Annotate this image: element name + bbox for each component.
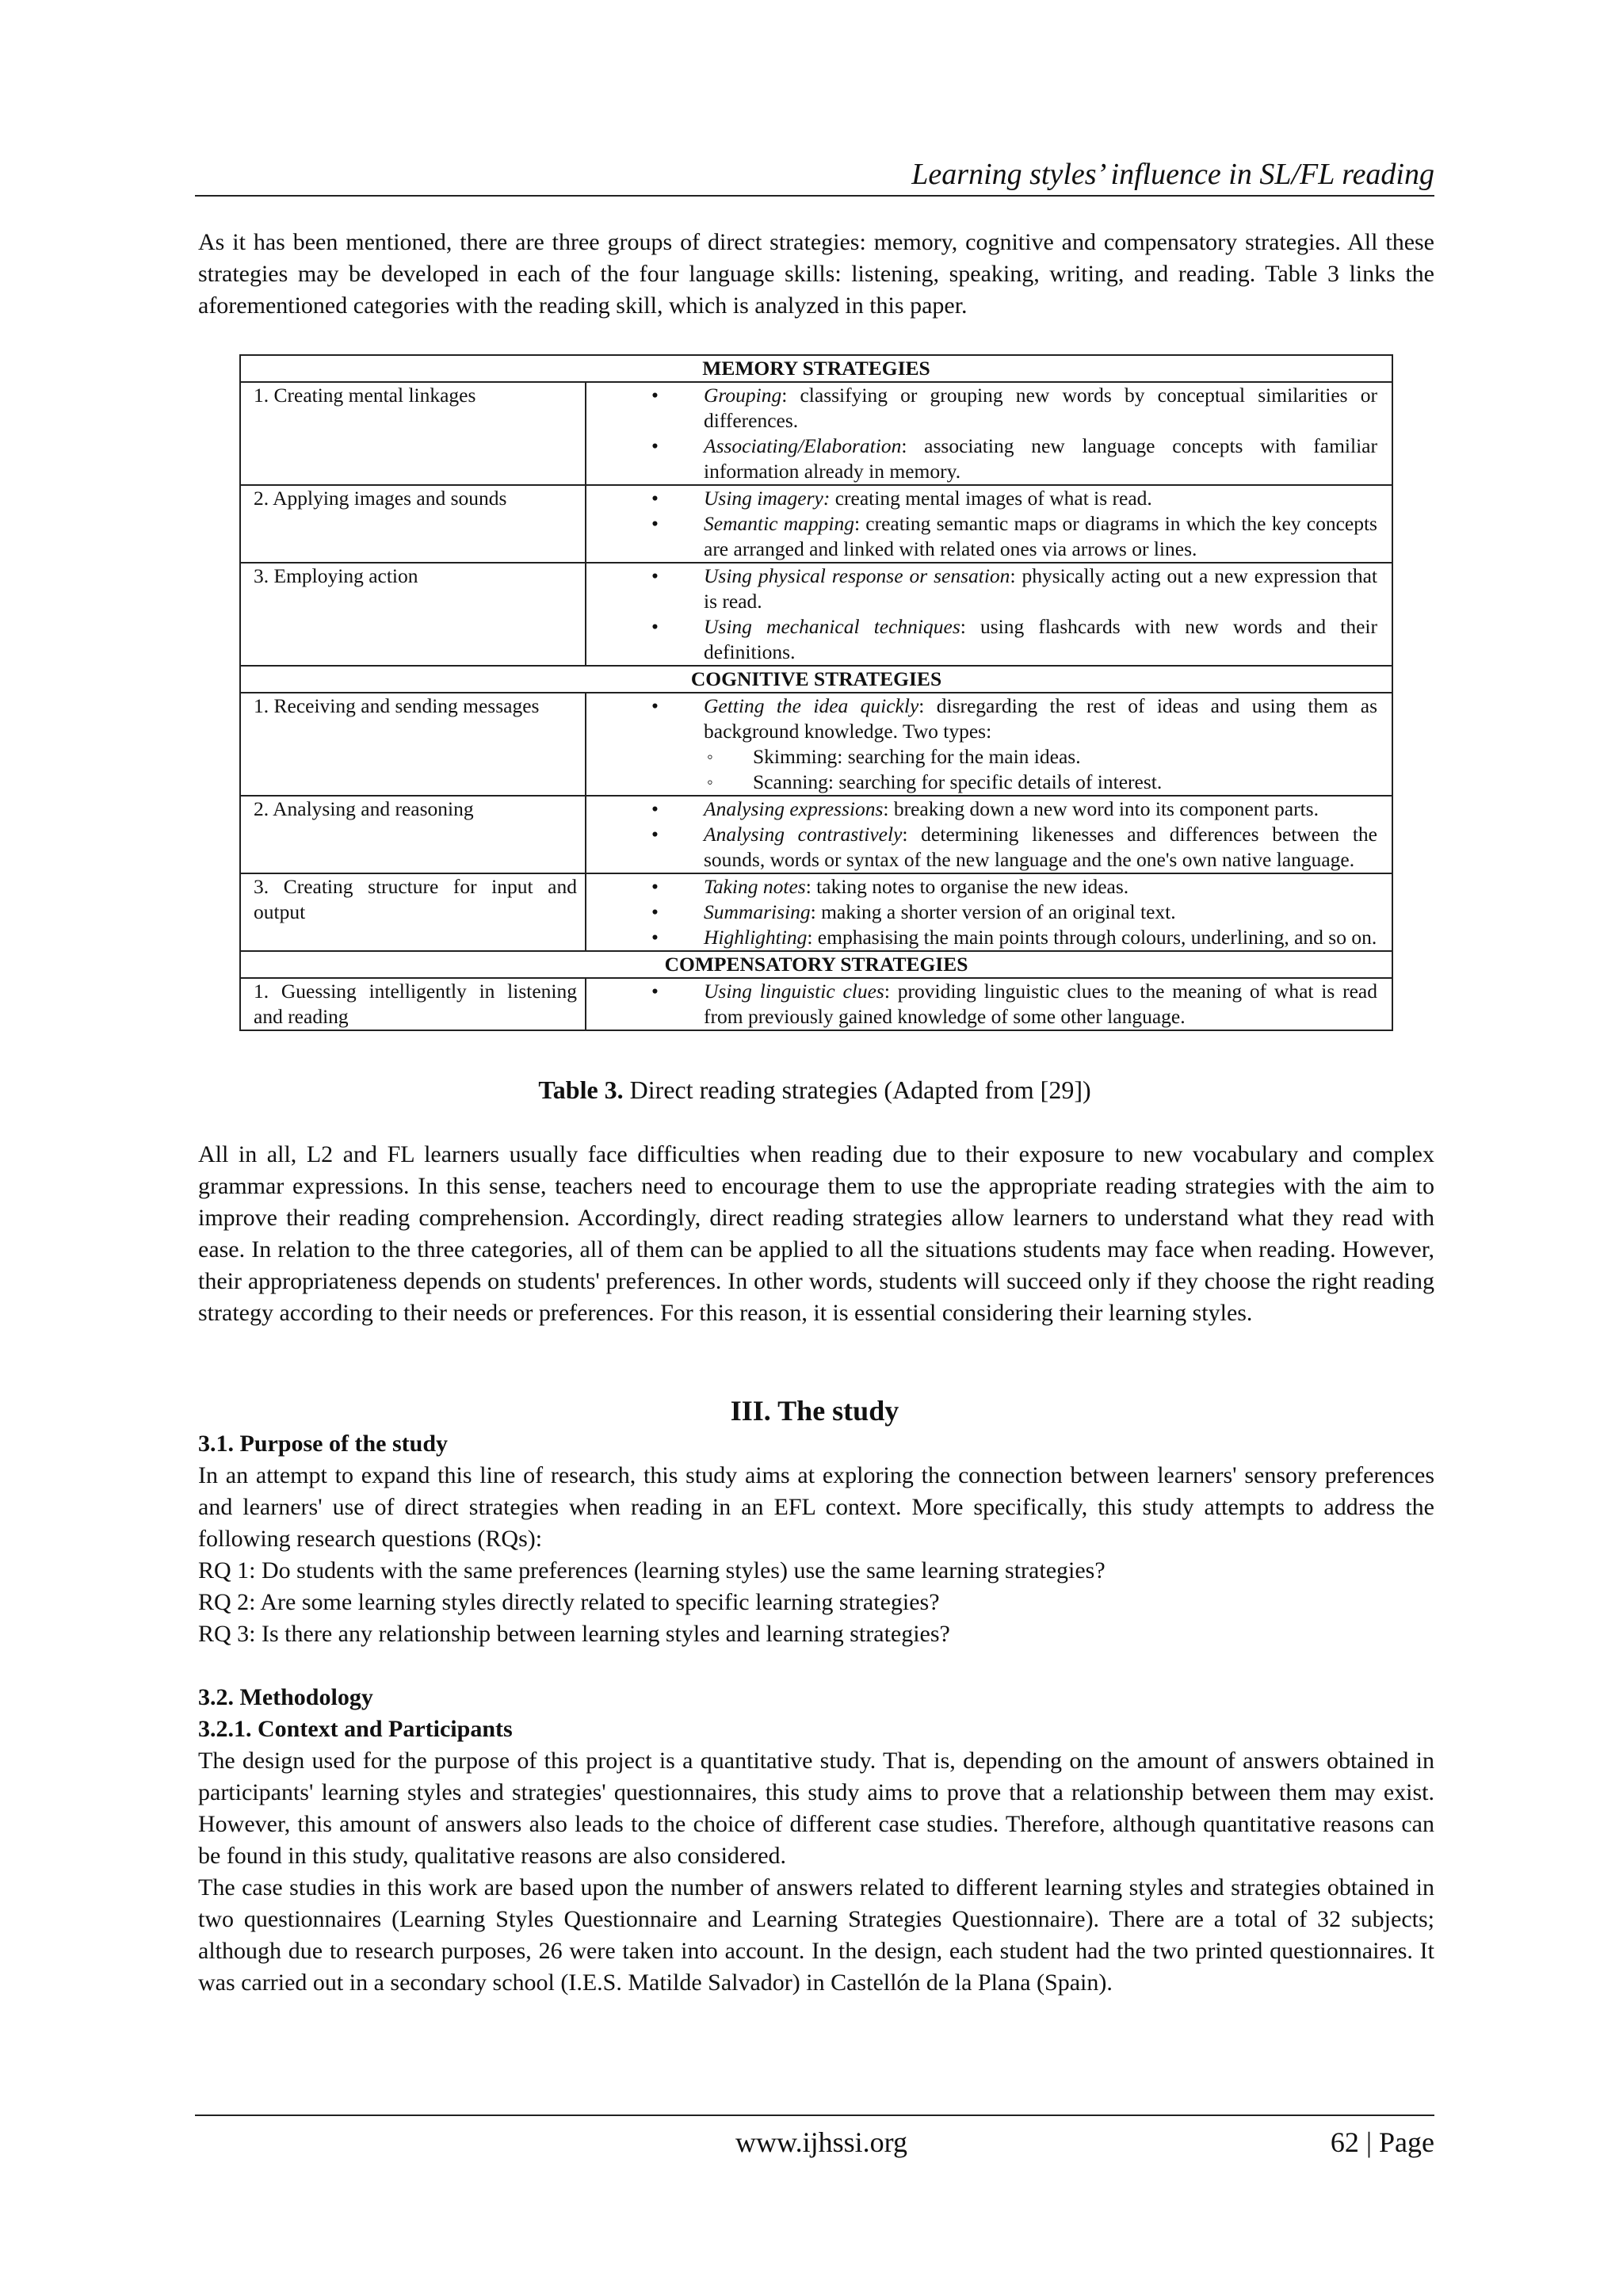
strategy-description: : breaking down a new word into its component parts.	[883, 797, 1319, 820]
strategy-item-list	[602, 979, 1377, 1030]
strategy-description: : taking notes to organise the new ideas.	[805, 875, 1129, 898]
running-head: Learning styles’ influence in SL/FL reading	[911, 158, 1434, 191]
table-row	[240, 796, 1392, 873]
section-title: III. The study	[730, 1395, 899, 1427]
strategy-subitem: ◦ Skimming: searching for the main ideas.	[704, 744, 1377, 770]
strategy-item	[602, 614, 1377, 665]
strategy-description: : classifying or grouping new words by conceptual similarities or differences.	[704, 384, 1377, 432]
strategy-item	[602, 979, 1377, 1030]
strategy-group-title: COGNITIVE STRATEGIES	[240, 666, 1392, 693]
strategy-term: Associating/Elaboration	[704, 434, 902, 457]
strategy-item	[602, 383, 1377, 434]
strategies-table-wrap	[239, 354, 1393, 1031]
strategy-item	[602, 693, 1377, 795]
strategy-items-cell	[586, 978, 1392, 1030]
strategy-term: Using linguistic clues	[704, 980, 884, 1003]
table-row	[240, 382, 1392, 485]
purpose-block	[198, 1428, 1434, 1650]
strategy-items-cell	[586, 873, 1392, 951]
strategy-category: 3. Employing action	[240, 563, 586, 666]
summary-paragraph: All in all, L2 and FL learners usually face difficulties when reading due to their exposure to new vocabulary and complex grammar expressions. In this sense, teachers need to encourage them to use the appropriate reading strategies with the aim to improve their reading comprehension. Accordingly, direct reading strategies allow learners to understand what they read with ease. In relation to the three categories, all of them can be applied to all the situations students may face when reading. However, their appropriateness depends on students' preferences. In other words, students will succeed only if they choose the right reading strategy according to their needs or preferences. For this reason, it is essential considering their learning styles.	[198, 1141, 1434, 1326]
strategy-item	[602, 434, 1377, 484]
strategy-term: Analysing expressions	[704, 797, 884, 820]
strategy-category: 1. Receiving and sending messages	[240, 693, 586, 796]
strategy-item	[602, 797, 1377, 822]
strategy-subitem-list	[704, 744, 1377, 795]
group-header-row	[240, 951, 1392, 978]
intro-paragraph: As it has been mentioned, there are three groups of direct strategies: memory, cognitive and compensatory strategies. All these strategies may be developed in each of the four language skills: listening, speaking, writing, and reading. Table 3 links the aforementioned categories with the reading skill, which is analyzed in this paper.	[198, 229, 1434, 319]
strategy-term: Analysing contrastively	[704, 823, 903, 846]
strategy-item	[602, 563, 1377, 614]
strategy-description: : creating semantic maps or diagrams in which the key concepts are arranged and linked with related ones via arrows or lines.	[704, 512, 1377, 560]
strategy-item-list	[602, 383, 1377, 484]
table-caption	[195, 1074, 1434, 1106]
strategy-item-list	[602, 563, 1377, 665]
strategy-term: Using physical response or sensation	[704, 564, 1010, 587]
strategy-group-title: MEMORY STRATEGIES	[240, 355, 1392, 382]
table-caption-text: Direct reading strategies (Adapted from [29])	[623, 1075, 1091, 1104]
table-row	[240, 693, 1392, 796]
strategy-item	[602, 486, 1377, 511]
purpose-heading: 3.1. Purpose of the study	[198, 1431, 449, 1457]
strategy-description: : making a shorter version of an original text.	[810, 900, 1176, 923]
strategy-category: 2. Analysing and reasoning	[240, 796, 586, 873]
rq-1: RQ 1: Do students with the same preferences (learning styles) use the same learning strategies?	[198, 1557, 1106, 1584]
strategy-description: : associating new language concepts with familiar information already in memory.	[704, 434, 1377, 483]
strategy-item-list	[602, 797, 1377, 873]
strategy-subitem: ◦ Scanning: searching for specific details of interest.	[704, 770, 1377, 795]
strategy-item	[602, 900, 1377, 925]
strategy-description: : determining likenesses and differences between the sounds, words or syntax of the new language and the one's own native language.	[704, 823, 1378, 871]
strategy-items-cell	[586, 382, 1392, 485]
strategy-term: Grouping	[704, 384, 782, 407]
group-header-row	[240, 666, 1392, 693]
table-row	[240, 873, 1392, 951]
strategy-item-list	[602, 874, 1377, 950]
context-paragraph-2: The case studies in this work are based upon the number of answers related to different learning styles and strategies obtained in two questionnaires (Learning Styles Questionnaire and Learning Strategies Questionnaire). There are a total of 32 subjects; although due to research purposes, 26 were taken into account. In the design, each student had the two printed questionnaires. It was carried out in a secondary school (I.E.S. Matilde Salvador) in Castellón de la Plana (Spain).	[198, 1874, 1434, 1996]
footer-url: www.ijhssi.org	[735, 2126, 908, 2158]
strategy-items-cell	[586, 563, 1392, 666]
rq-2: RQ 2: Are some learning styles directly related to specific learning strategies?	[198, 1589, 940, 1615]
strategy-category: 2. Applying images and sounds	[240, 485, 586, 563]
strategy-category: 1. Creating mental linkages	[240, 382, 586, 485]
strategy-description: : disregarding the rest of ideas and using them as background knowledge. Two types:	[704, 694, 1377, 743]
strategy-term: Semantic mapping	[704, 512, 854, 535]
header-rule	[195, 195, 1434, 197]
context-heading: 3.2.1. Context and Participants	[198, 1716, 513, 1742]
intro-block	[198, 227, 1434, 322]
footer-page-number: 62 | Page	[1330, 2126, 1434, 2158]
strategy-term: Taking notes	[704, 875, 806, 898]
strategy-item	[602, 874, 1377, 900]
table-row	[240, 563, 1392, 666]
strategy-item	[602, 925, 1377, 950]
purpose-paragraph: In an attempt to expand this line of research, this study aims at exploring the connection between learners' sensory preferences and learners' use of direct strategies when reading in an EFL context. More specifically, this study attempts to address the following research questions (RQs):	[198, 1462, 1434, 1552]
strategy-term: Getting the idea quickly	[704, 694, 919, 717]
strategy-term: Summarising	[704, 900, 811, 923]
strategy-category: 1. Guessing intelligently in listening and reading	[240, 978, 586, 1030]
strategy-item	[602, 822, 1377, 873]
strategy-item-list	[602, 693, 1377, 795]
methodology-block	[198, 1682, 1434, 1999]
strategy-group-title: COMPENSATORY STRATEGIES	[240, 951, 1392, 978]
context-paragraph-1: The design used for the purpose of this project is a quantitative study. That is, depending on the amount of answers obtained in participants' learning styles and strategies' questionnaires, this study aims to prove that a relationship between them may exist. However, this amount of answers also leads to the choice of different case studies. Therefore, although quantitative reasons can be found in this study, qualitative reasons are also considered.	[198, 1748, 1434, 1869]
summary-block	[198, 1139, 1434, 1329]
strategy-description: : emphasising the main points through colours, underlining, and so on.	[807, 926, 1377, 949]
strategy-term: Using mechanical techniques	[704, 615, 960, 638]
strategy-description: creating mental images of what is read.	[830, 487, 1152, 510]
strategy-category: 3. Creating structure for input and output	[240, 873, 586, 951]
table-caption-label: Table 3.	[538, 1075, 624, 1104]
strategy-description: : physically acting out a new expression that is read.	[704, 564, 1377, 613]
direct-strategies-table	[239, 354, 1393, 1031]
footer-rule	[195, 2115, 1434, 2116]
group-header-row	[240, 355, 1392, 382]
strategy-term: Highlighting	[704, 926, 808, 949]
strategy-description: : using flashcards with new words and their definitions.	[704, 615, 1377, 663]
table-row	[240, 978, 1392, 1030]
table-row	[240, 485, 1392, 563]
strategy-term: Using imagery:	[704, 487, 831, 510]
strategy-items-cell	[586, 796, 1392, 873]
strategy-item	[602, 511, 1377, 562]
strategy-description: : providing linguistic clues to the meaning of what is read from previously gained knowledge of some other language.	[704, 980, 1378, 1028]
methodology-heading: 3.2. Methodology	[198, 1684, 373, 1710]
strategy-items-cell	[586, 485, 1392, 563]
strategy-items-cell	[586, 693, 1392, 796]
strategy-item-list	[602, 486, 1377, 562]
rq-3: RQ 3: Is there any relationship between learning styles and learning strategies?	[198, 1621, 950, 1647]
